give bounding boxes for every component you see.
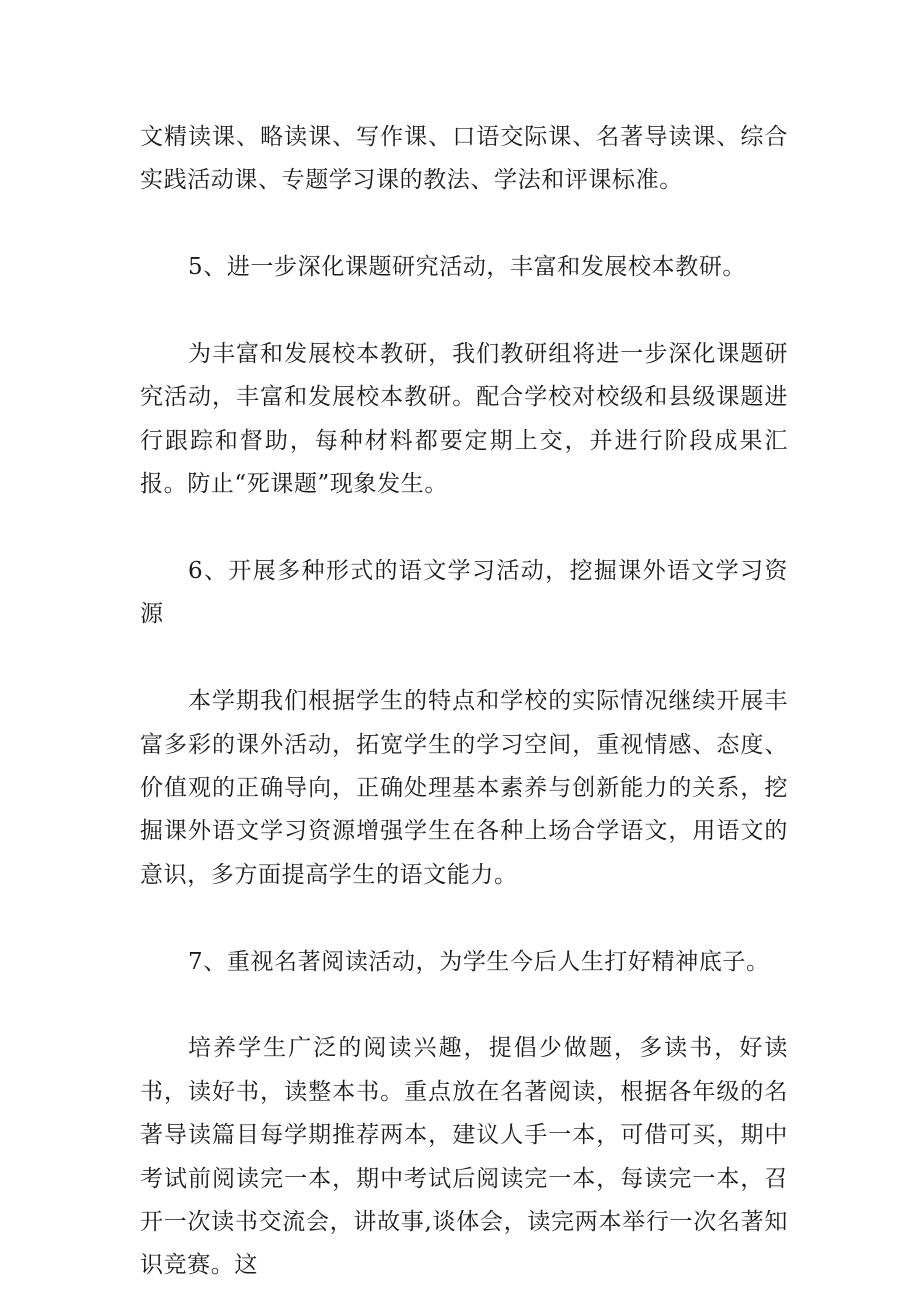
- section-heading-6: 6、开展多种形式的语文学习活动，挖掘课外语文学习资源: [140, 558, 788, 628]
- document-body: [140, 116, 788, 1288]
- section-paragraph-7: 培养学生广泛的阅读兴趣，提倡少做题，多读书，好读书，读好书，读整本书。重点放在名著阅读，根据各年级的名著导读篇目每学期推荐两本，建议人手一本，可借可买，期中考试前阅读完一本，期中考试后阅读完一本，每读完一本，召开一次读书交流会，讲故事,谈体会，读完两本举行一次名著知识竞赛。这: [140, 1035, 788, 1279]
- continuation-paragraph: 文精读课、略读课、写作课、口语交际课、名著导读课、综合实践活动课、专题学习课的教法、学法和评课标准。: [140, 124, 788, 194]
- section-paragraph-5: 为丰富和发展校本教研，我们教研组将进一步深化课题研究活动，丰富和发展校本教研。配合学校对校级和县级课题进行跟踪和督助，每种材料都要定期上交，并进行阶段成果汇报。防止“死课题”现象发生。: [140, 341, 788, 498]
- section-paragraph-6: 本学期我们根据学生的特点和学校的实际情况继续开展丰富多彩的课外活动，拓宽学生的学习空间，重视情感、态度、价值观的正确导向，正确处理基本素养与创新能力的关系，挖掘课外语文学习资源增强学生在各种上场合学语文，用语文的意识，多方面提高学生的语文能力。: [140, 688, 788, 888]
- section-heading-5: 5、进一步深化课题研究活动，丰富和发展校本教研。: [188, 254, 747, 281]
- section-heading-7: 7、重视名著阅读活动，为学生今后人生打好精神底子。: [188, 948, 770, 975]
